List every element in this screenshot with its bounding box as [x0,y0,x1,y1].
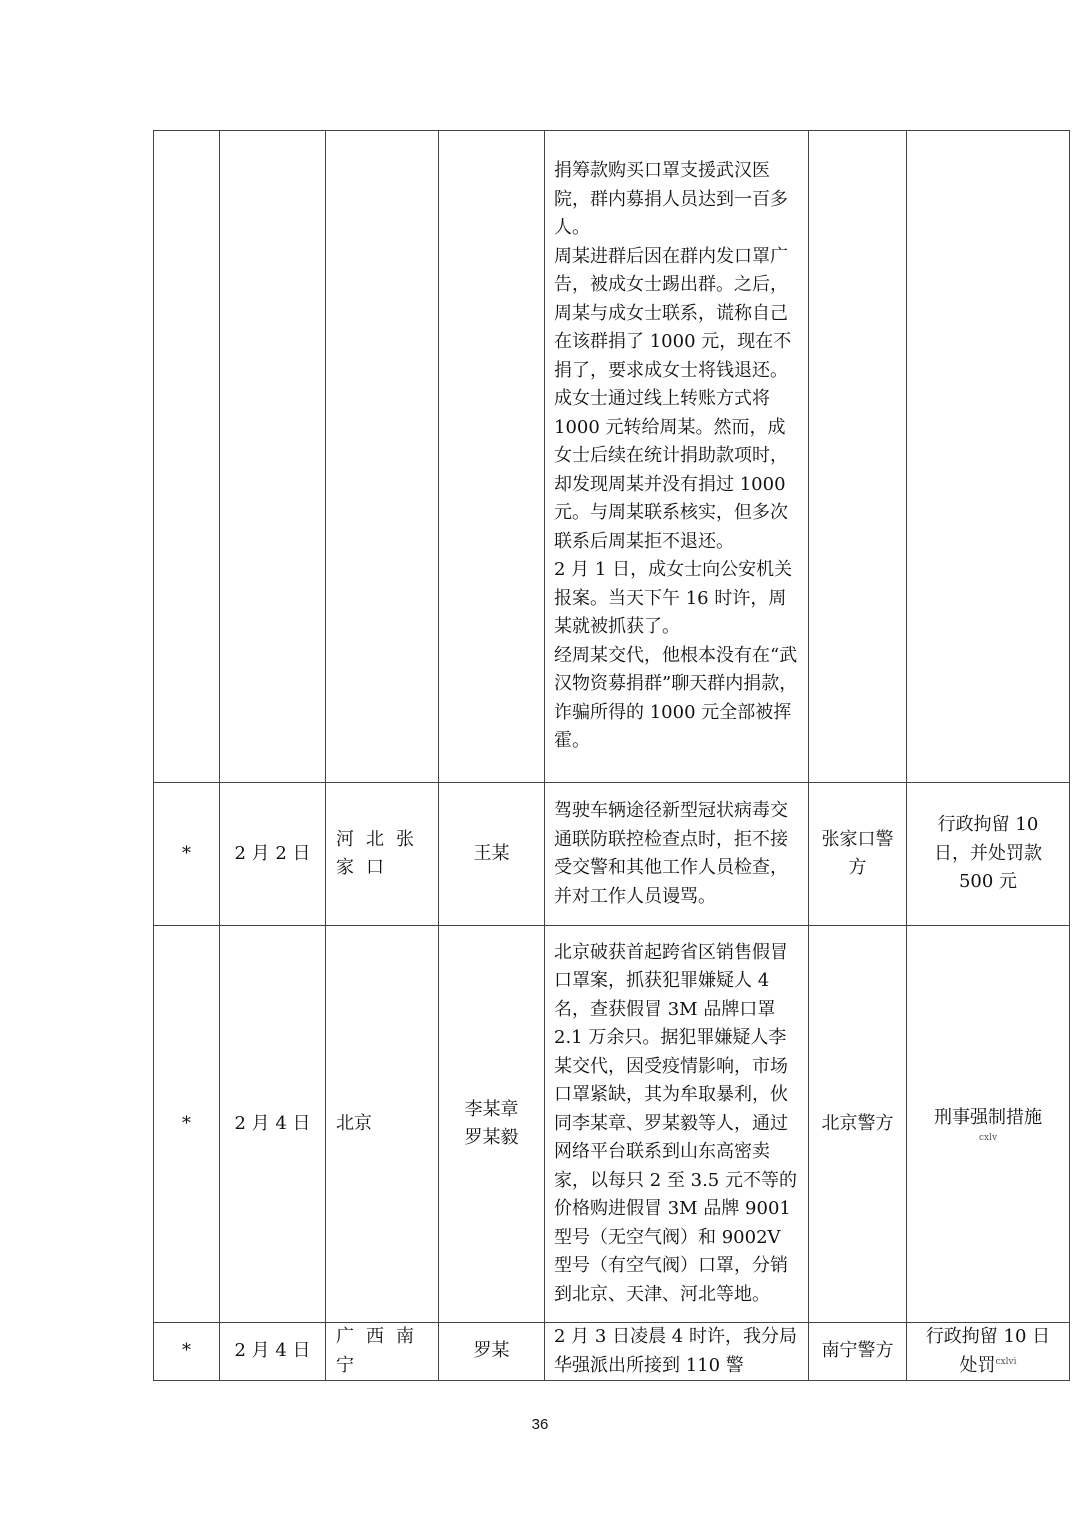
page-number: 36 [531,1416,549,1433]
endnote-marker: cxlvi [995,1356,1017,1367]
location-text: 河北张 家口 [336,828,426,878]
case-table [153,130,1070,1381]
result-cell [907,1323,1070,1381]
description-paragraph: 经周某交代，他根本没有在“武汉物资募捐群”聊天群内捐款，诈骗所得的 1000 元全部被挥霍。 [554,644,798,752]
person-cell [439,783,545,926]
unit-cell [809,1323,907,1381]
result-text: 刑事强制措施 [934,1106,1042,1128]
table-row [154,131,1070,783]
date-cell: 2 月 2 日 [220,783,326,926]
description-cell [545,131,809,783]
description-paragraph: 2 月 3 日凌晨 4 时许，我分局华强派出所接到 110 警 [554,1326,797,1376]
table-row [154,1323,1070,1381]
description-cell [545,1323,809,1381]
description-paragraph: 成女士通过线上转账方式将 1000 元转给周某。然而，成女士后续在统计捐助款项时，却发现周某并没有捐过 1000 元。与周某联系核实，但多次联系后周某拒不退还。 [554,388,788,552]
description-paragraph: 周某进群后因在群内发口罩广告，被成女士踢出群。之后，周某与成女士联系，谎称自己在该群捐了 1000 元，现在不捐了，要求成女士将钱退还。 [554,245,792,381]
unit-cell [809,783,907,926]
person-text: 李某章 罗某毅 [464,1098,519,1148]
location-cell [326,926,439,1323]
endnote-marker: cxlv [978,1133,998,1144]
location-cell [326,131,439,783]
unit-text: 北京警方 [821,1112,894,1134]
description-paragraph: 驾驶车辆途径新型冠状病毒交通联防联控检查点时，拒不接受交警和其他工作人员检查，并对工作人员谩骂。 [554,800,788,907]
unit-cell [809,926,907,1323]
person-cell [439,1323,545,1381]
result-text [913,1323,1063,1380]
location-text: 广西南 宁 [336,1326,426,1376]
description-paragraph: 北京破获首起跨省区销售假冒口罩案，抓获犯罪嫌疑人 4 名，查获假冒 3M 品牌口罩 2.1 万余只。据犯罪嫌疑人李某交代，因受疫情影响，市场口罩紧缺，其为牟取暴利，伙同李某章、罗某毅等人，通过网络平台联系到山东高密卖家，以每只 2 至 3.5 元不等的价格购进假冒 3M 品牌 9001 型号（无空气阀）和 9002V 型号（有空气阀）口罩，分销到北京、天津、河北等地。 [554,941,797,1305]
unit-text: 张家口警 方 [821,828,894,878]
date-cell [220,131,326,783]
result-cell [907,131,1070,783]
location-cell [326,1323,439,1381]
mark-cell: * [154,926,220,1323]
person-cell [439,131,545,783]
date-cell: 2 月 4 日 [220,926,326,1323]
location-cell [326,783,439,926]
table-row [154,783,1070,926]
unit-text: 南宁警方 [821,1340,894,1362]
unit-cell [809,131,907,783]
description-paragraph: 捐筹款购买口罩支援武汉医院，群内募捐人员达到一百多人。 [554,160,788,239]
person-text: 罗某 [473,1340,510,1362]
mark-cell: * [154,1323,220,1381]
person-text: 王某 [473,842,510,864]
date-cell: 2 月 4 日 [220,1323,326,1381]
table-row [154,926,1070,1323]
result-text-part: 行政拘留 10 日 处罚 [925,1326,1051,1376]
mark-cell [154,131,220,783]
result-text: 行政拘留 10 日，并处罚款 500 元 [934,814,1042,893]
description-cell [545,926,809,1323]
result-cell [907,783,1070,926]
location-text: 北京 [336,1112,372,1134]
result-cell [907,926,1070,1323]
person-cell [439,926,545,1323]
description-cell [545,783,809,926]
mark-cell: * [154,783,220,926]
description-paragraph: 2 月 1 日，成女士向公安机关报案。当天下午 16 时许，周某就被抓获了。 [554,559,793,638]
